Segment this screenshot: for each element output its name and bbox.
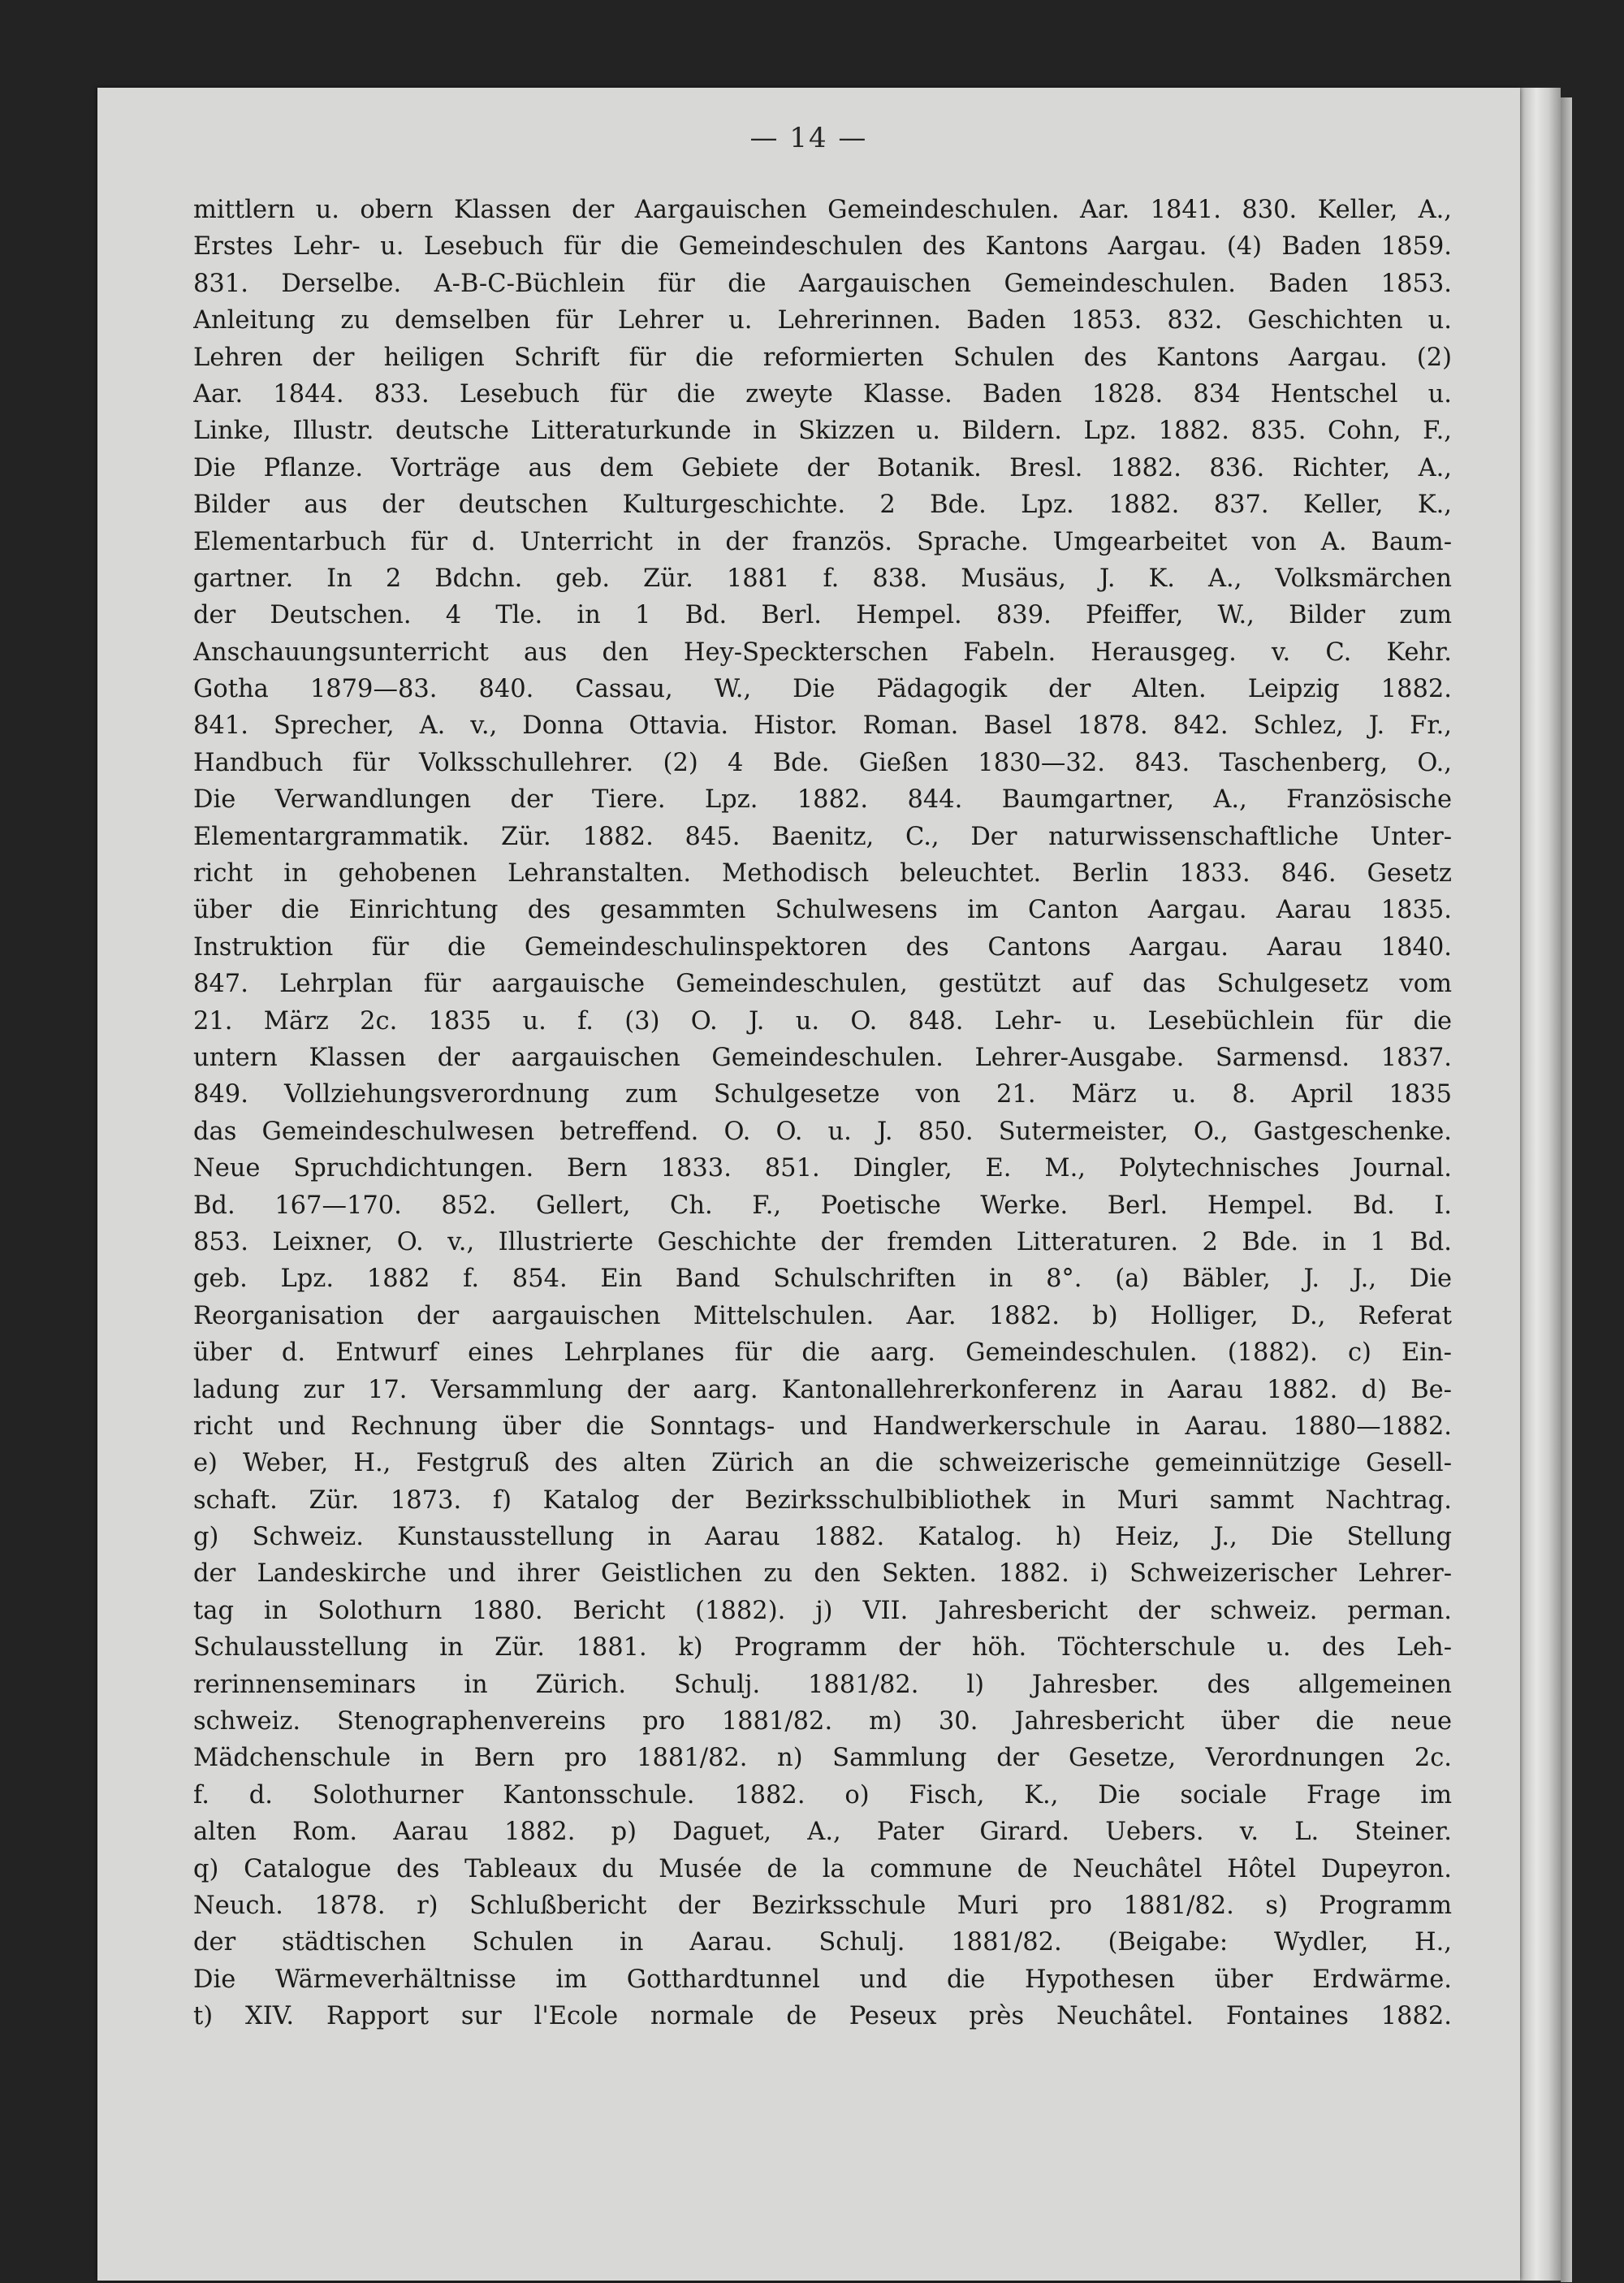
text-line: rerinnenseminars in Zürich. Schulj. 1881/82. l) Jahresber. des allgemeinen (193, 1670, 1452, 1699)
text-line: 831. Derselbe. A-B-C-Büchlein für die Aargauischen Gemeindeschulen. Baden 1853. (193, 269, 1452, 298)
page-number: — 14 — (749, 122, 868, 154)
text-line: alten Rom. Aarau 1882. p) Daguet, A., Pater Girard. Uebers. v. L. Steiner. (193, 1818, 1452, 1847)
text-line: Erstes Lehr- u. Lesebuch für die Gemeindeschulen des Kantons Aargau. (4) Baden 1859. (193, 232, 1452, 262)
text-line: über d. Entwurf eines Lehrplanes für die aarg. Gemeindeschulen. (1882). c) Ein- (193, 1338, 1452, 1368)
text-line: Gotha 1879—83. 840. Cassau, W., Die Pädagogik der Alten. Leipzig 1882. (193, 675, 1452, 704)
text-line: das Gemeindeschulwesen betreffend. O. O. u. J. 850. Sutermeister, O., Gastgeschenke. (193, 1117, 1452, 1146)
text-line: Neuch. 1878. r) Schlußbericht der Bezirksschule Muri pro 1881/82. s) Programm (193, 1891, 1452, 1920)
text-line: der Landeskirche und ihrer Geistlichen zu den Sekten. 1882. i) Schweizerischer Lehrer- (193, 1559, 1452, 1589)
text-line: Reorganisation der aargauischen Mittelschulen. Aar. 1882. b) Holliger, D., Referat (193, 1301, 1452, 1330)
text-line: Elementarbuch für d. Unterricht in der französ. Sprache. Umgearbeitet von A. Baum- (193, 527, 1452, 556)
document-page (97, 88, 1520, 2281)
text-line: f. d. Solothurner Kantonsschule. 1882. o) Fisch, K., Die sociale Frage im (193, 1780, 1452, 1810)
text-line: Die Verwandlungen der Tiere. Lpz. 1882. 844. Baumgartner, A., Französische (193, 785, 1452, 815)
text-line: 853. Leixner, O. v., Illustrierte Geschichte der fremden Litteraturen. 2 Bde. in 1 Bd. (193, 1227, 1452, 1256)
text-line: ladung zur 17. Versammlung der aarg. Kantonallehrerkonferenz in Aarau 1882. d) Be- (193, 1375, 1452, 1404)
text-line: untern Klassen der aargauischen Gemeindeschulen. Lehrer-Ausgabe. Sarmensd. 1837. (193, 1043, 1452, 1072)
text-line: Anleitung zu demselben für Lehrer u. Lehrerinnen. Baden 1853. 832. Geschichten u. (193, 306, 1452, 335)
text-line: über die Einrichtung des gesammten Schulwesens im Canton Aargau. Aarau 1835. (193, 896, 1452, 925)
text-line: richt in gehobenen Lehranstalten. Methodisch beleuchtet. Berlin 1833. 846. Gesetz (193, 859, 1452, 889)
page-edge-shadow (1561, 97, 1572, 2282)
text-line: schweiz. Stenographenvereins pro 1881/82. m) 30. Jahresbericht über die neue (193, 1707, 1452, 1736)
text-line: der städtischen Schulen in Aarau. Schulj. 1881/82. (Beigabe: Wydler, H., (193, 1928, 1452, 1957)
text-line: 841. Sprecher, A. v., Donna Ottavia. Histor. Roman. Basel 1878. 842. Schlez, J. Fr., (193, 711, 1452, 741)
text-line: 21. März 2c. 1835 u. f. (3) O. J. u. O. 848. Lehr- u. Lesebüchlein für die (193, 1006, 1452, 1036)
text-line: Linke, Illustr. deutsche Litteraturkunde in Skizzen u. Bildern. Lpz. 1882. 835. Cohn, F., (193, 417, 1452, 446)
text-line: Die Wärmeverhältnisse im Gotthardtunnel und die Hypothesen über Erdwärme. (193, 1965, 1452, 1994)
text-line: q) Catalogue des Tableaux du Musée de la commune de Neuchâtel Hôtel Dupeyron. (193, 1854, 1452, 1883)
text-line: Elementargrammatik. Zür. 1882. 845. Baenitz, C., Der naturwissenschaftliche Unter- (193, 822, 1452, 851)
text-line: Instruktion für die Gemeindeschulinspektoren des Cantons Aargau. Aarau 1840. (193, 932, 1452, 962)
text-line: geb. Lpz. 1882 f. 854. Ein Band Schulschriften in 8°. (a) Bäbler, J. J., Die (193, 1265, 1452, 1294)
text-line: t) XIV. Rapport sur l'Ecole normale de Peseux près Neuchâtel. Fontaines 1882. (193, 2002, 1452, 2031)
page-edge (1520, 88, 1561, 2281)
text-line: Schulausstellung in Zür. 1881. k) Programm der höh. Töchterschule u. des Leh- (193, 1633, 1452, 1663)
text-line: Bd. 167—170. 852. Gellert, Ch. F., Poetische Werke. Berl. Hempel. Bd. I. (193, 1191, 1452, 1220)
text-line: gartner. In 2 Bdchn. geb. Zür. 1881 f. 838. Musäus, J. K. A., Volksmärchen (193, 564, 1452, 593)
text-line: Die Pflanze. Vorträge aus dem Gebiete der Botanik. Bresl. 1882. 836. Richter, A., (193, 453, 1452, 482)
text-line: e) Weber, H., Festgruß des alten Zürich an die schweizerische gemeinnützige Gesell- (193, 1449, 1452, 1478)
text-line: schaft. Zür. 1873. f) Katalog der Bezirksschulbibliothek in Muri sammt Nachtrag. (193, 1485, 1452, 1515)
text-line: richt und Rechnung über die Sonntags- und Handwerkerschule in Aarau. 1880—1882. (193, 1412, 1452, 1441)
text-line: Neue Spruchdichtungen. Bern 1833. 851. Dingler, E. M., Polytechnisches Journal. (193, 1154, 1452, 1183)
text-line: tag in Solothurn 1880. Bericht (1882). j) VII. Jahresbericht der schweiz. perman. (193, 1596, 1452, 1625)
text-line: Handbuch für Volksschullehrer. (2) 4 Bde. Gießen 1830—32. 843. Taschenberg, O., (193, 748, 1452, 777)
text-line: Bilder aus der deutschen Kulturgeschichte. 2 Bde. Lpz. 1882. 837. Keller, K., (193, 491, 1452, 520)
text-line: 849. Vollziehungsverordnung zum Schulgesetze von 21. März u. 8. April 1835 (193, 1080, 1452, 1109)
text-line: Aar. 1844. 833. Lesebuch für die zweyte Klasse. Baden 1828. 834 Hentschel u. (193, 379, 1452, 409)
text-line: Lehren der heiligen Schrift für die reformierten Schulen des Kantons Aargau. (2) (193, 343, 1452, 372)
text-line: der Deutschen. 4 Tle. in 1 Bd. Berl. Hempel. 839. Pfeiffer, W., Bilder zum (193, 601, 1452, 630)
text-line: g) Schweiz. Kunstausstellung in Aarau 1882. Katalog. h) Heiz, J., Die Stellung (193, 1523, 1452, 1552)
text-line: mittlern u. obern Klassen der Aargauischen Gemeindeschulen. Aar. 1841. 830. Keller, A., (193, 196, 1452, 224)
text-line: Anschauungsunterricht aus den Hey-Speckterschen Fabeln. Herausgeg. v. C. Kehr. (193, 638, 1452, 667)
body-text (193, 192, 1452, 2035)
text-line: 847. Lehrplan für aargauische Gemeindeschulen, gestützt auf das Schulgesetz vom (193, 970, 1452, 999)
text-line: Mädchenschule in Bern pro 1881/82. n) Sammlung der Gesetze, Verordnungen 2c. (193, 1744, 1452, 1773)
